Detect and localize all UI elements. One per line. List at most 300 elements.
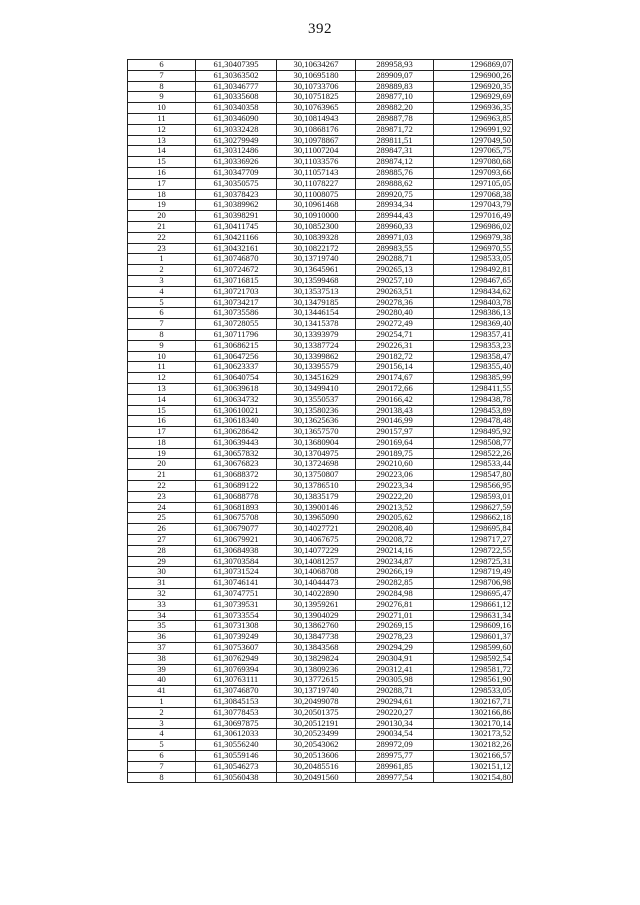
- table-row: [128, 167, 513, 178]
- point-number-cell: 22: [128, 481, 196, 492]
- point-number-cell: 40: [128, 675, 196, 686]
- longitude-cell: 30,13537513: [277, 286, 356, 297]
- table-row: [128, 329, 513, 340]
- y-coordinate-cell: 1298386,13: [434, 308, 513, 319]
- x-coordinate-cell: 289889,83: [356, 81, 434, 92]
- y-coordinate-cell: 1302167,71: [434, 697, 513, 708]
- longitude-cell: 30,11033576: [277, 157, 356, 168]
- latitude-cell: 61,30639618: [196, 383, 277, 394]
- y-coordinate-cell: 1297068,38: [434, 189, 513, 200]
- x-coordinate-cell: 290189,75: [356, 448, 434, 459]
- table-row: [128, 243, 513, 254]
- longitude-cell: 30,10634267: [277, 60, 356, 71]
- table-row: [128, 567, 513, 578]
- y-coordinate-cell: 1302166,86: [434, 707, 513, 718]
- latitude-cell: 61,30733554: [196, 610, 277, 621]
- x-coordinate-cell: 289934,34: [356, 200, 434, 211]
- point-number-cell: 27: [128, 535, 196, 546]
- latitude-cell: 61,30763111: [196, 675, 277, 686]
- y-coordinate-cell: 1298581,72: [434, 664, 513, 675]
- point-number-cell: 14: [128, 394, 196, 405]
- point-number-cell: 21: [128, 221, 196, 232]
- table-row: [128, 643, 513, 654]
- longitude-cell: 30,13750807: [277, 470, 356, 481]
- y-coordinate-cell: 1297065,75: [434, 146, 513, 157]
- longitude-cell: 30,14027721: [277, 524, 356, 535]
- page-number: 392: [308, 21, 332, 37]
- table-row: [128, 632, 513, 643]
- table-row: [128, 275, 513, 286]
- table-row: [128, 772, 513, 783]
- point-number-cell: 41: [128, 686, 196, 697]
- x-coordinate-cell: 289961,85: [356, 761, 434, 772]
- latitude-cell: 61,30618340: [196, 416, 277, 427]
- y-coordinate-cell: 1298358,47: [434, 351, 513, 362]
- table-row: [128, 545, 513, 556]
- longitude-cell: 30,10733706: [277, 81, 356, 92]
- y-coordinate-cell: 1298478,48: [434, 416, 513, 427]
- table-row: [128, 535, 513, 546]
- x-coordinate-cell: 290234,87: [356, 556, 434, 567]
- longitude-cell: 30,10910000: [277, 211, 356, 222]
- y-coordinate-cell: 1298353,23: [434, 340, 513, 351]
- point-number-cell: 36: [128, 632, 196, 643]
- latitude-cell: 61,30546273: [196, 761, 277, 772]
- x-coordinate-cell: 289920,75: [356, 189, 434, 200]
- longitude-cell: 30,13479185: [277, 297, 356, 308]
- y-coordinate-cell: 1302182,26: [434, 740, 513, 751]
- latitude-cell: 61,30739249: [196, 632, 277, 643]
- x-coordinate-cell: 290157,97: [356, 427, 434, 438]
- table-row: [128, 697, 513, 708]
- y-coordinate-cell: 1296920,35: [434, 81, 513, 92]
- longitude-cell: 30,13786510: [277, 481, 356, 492]
- latitude-cell: 61,30559146: [196, 751, 277, 762]
- point-number-cell: 23: [128, 243, 196, 254]
- point-number-cell: 9: [128, 340, 196, 351]
- longitude-cell: 30,10763965: [277, 103, 356, 114]
- table-row: [128, 513, 513, 524]
- y-coordinate-cell: 1296979,38: [434, 232, 513, 243]
- x-coordinate-cell: 290305,98: [356, 675, 434, 686]
- latitude-cell: 61,30724672: [196, 265, 277, 276]
- latitude-cell: 61,30628642: [196, 427, 277, 438]
- point-number-cell: 3: [128, 275, 196, 286]
- latitude-cell: 61,30560438: [196, 772, 277, 783]
- point-number-cell: 31: [128, 578, 196, 589]
- latitude-cell: 61,30688372: [196, 470, 277, 481]
- y-coordinate-cell: 1296963,85: [434, 113, 513, 124]
- longitude-cell: 30,10814943: [277, 113, 356, 124]
- point-number-cell: 17: [128, 178, 196, 189]
- coordinates-table: [127, 59, 513, 783]
- x-coordinate-cell: 290294,61: [356, 697, 434, 708]
- table-row: [128, 81, 513, 92]
- x-coordinate-cell: 289960,33: [356, 221, 434, 232]
- table-row: [128, 113, 513, 124]
- point-number-cell: 30: [128, 567, 196, 578]
- point-number-cell: 4: [128, 729, 196, 740]
- latitude-cell: 61,30610021: [196, 405, 277, 416]
- point-number-cell: 6: [128, 60, 196, 71]
- table-row: [128, 578, 513, 589]
- x-coordinate-cell: 290223,06: [356, 470, 434, 481]
- table-row: [128, 265, 513, 276]
- point-number-cell: 13: [128, 135, 196, 146]
- x-coordinate-cell: 290265,13: [356, 265, 434, 276]
- latitude-cell: 61,30746141: [196, 578, 277, 589]
- x-coordinate-cell: 290288,71: [356, 254, 434, 265]
- table-row: [128, 427, 513, 438]
- y-coordinate-cell: 1298547,80: [434, 470, 513, 481]
- table-row: [128, 707, 513, 718]
- longitude-cell: 30,13680904: [277, 437, 356, 448]
- y-coordinate-cell: 1298508,77: [434, 437, 513, 448]
- longitude-cell: 30,13835179: [277, 491, 356, 502]
- y-coordinate-cell: 1298627,59: [434, 502, 513, 513]
- x-coordinate-cell: 290208,72: [356, 535, 434, 546]
- table-row: [128, 103, 513, 114]
- latitude-cell: 61,30675708: [196, 513, 277, 524]
- latitude-cell: 61,30747751: [196, 589, 277, 600]
- latitude-cell: 61,30845153: [196, 697, 277, 708]
- longitude-cell: 30,13599468: [277, 275, 356, 286]
- table-row: [128, 146, 513, 157]
- point-number-cell: 38: [128, 653, 196, 664]
- latitude-cell: 61,30389962: [196, 200, 277, 211]
- table-row: [128, 373, 513, 384]
- latitude-cell: 61,30688778: [196, 491, 277, 502]
- y-coordinate-cell: 1298495,92: [434, 427, 513, 438]
- point-number-cell: 26: [128, 524, 196, 535]
- latitude-cell: 61,30363502: [196, 70, 277, 81]
- latitude-cell: 61,30634732: [196, 394, 277, 405]
- table-row: [128, 211, 513, 222]
- longitude-cell: 30,13862760: [277, 621, 356, 632]
- longitude-cell: 30,13415378: [277, 319, 356, 330]
- table-row: [128, 200, 513, 211]
- y-coordinate-cell: 1302170,14: [434, 718, 513, 729]
- y-coordinate-cell: 1296869,07: [434, 60, 513, 71]
- table-row: [128, 610, 513, 621]
- point-number-cell: 3: [128, 718, 196, 729]
- x-coordinate-cell: 290263,51: [356, 286, 434, 297]
- y-coordinate-cell: 1298385,99: [434, 373, 513, 384]
- longitude-cell: 30,13724698: [277, 459, 356, 470]
- x-coordinate-cell: 289909,07: [356, 70, 434, 81]
- table-row: [128, 653, 513, 664]
- latitude-cell: 61,30769394: [196, 664, 277, 675]
- latitude-cell: 61,30711796: [196, 329, 277, 340]
- latitude-cell: 61,30639443: [196, 437, 277, 448]
- latitude-cell: 61,30346777: [196, 81, 277, 92]
- longitude-cell: 30,13847738: [277, 632, 356, 643]
- y-coordinate-cell: 1298609,16: [434, 621, 513, 632]
- y-coordinate-cell: 1302166,57: [434, 751, 513, 762]
- longitude-cell: 30,13550537: [277, 394, 356, 405]
- point-number-cell: 5: [128, 740, 196, 751]
- longitude-cell: 30,10751825: [277, 92, 356, 103]
- latitude-cell: 61,30753607: [196, 643, 277, 654]
- x-coordinate-cell: 290210,60: [356, 459, 434, 470]
- point-number-cell: 11: [128, 113, 196, 124]
- x-coordinate-cell: 290146,99: [356, 416, 434, 427]
- table-row: [128, 491, 513, 502]
- y-coordinate-cell: 1298695,47: [434, 589, 513, 600]
- table-row: [128, 308, 513, 319]
- x-coordinate-cell: 289877,10: [356, 92, 434, 103]
- latitude-cell: 61,30647256: [196, 351, 277, 362]
- longitude-cell: 30,14077229: [277, 545, 356, 556]
- point-number-cell: 19: [128, 448, 196, 459]
- y-coordinate-cell: 1298357,41: [434, 329, 513, 340]
- longitude-cell: 30,20491560: [277, 772, 356, 783]
- y-coordinate-cell: 1302154,80: [434, 772, 513, 783]
- point-number-cell: 7: [128, 319, 196, 330]
- latitude-cell: 61,30735586: [196, 308, 277, 319]
- table-row: [128, 448, 513, 459]
- table-row: [128, 416, 513, 427]
- table-row: [128, 394, 513, 405]
- table-row: [128, 340, 513, 351]
- longitude-cell: 30,13965090: [277, 513, 356, 524]
- y-coordinate-cell: 1298725,31: [434, 556, 513, 567]
- table-row: [128, 92, 513, 103]
- x-coordinate-cell: 289958,93: [356, 60, 434, 71]
- table-row: [128, 751, 513, 762]
- table-row: [128, 232, 513, 243]
- point-number-cell: 24: [128, 502, 196, 513]
- y-coordinate-cell: 1298403,78: [434, 297, 513, 308]
- table-row: [128, 189, 513, 200]
- y-coordinate-cell: 1298717,27: [434, 535, 513, 546]
- y-coordinate-cell: 1298438,78: [434, 394, 513, 405]
- table-row: [128, 621, 513, 632]
- latitude-cell: 61,30731308: [196, 621, 277, 632]
- y-coordinate-cell: 1298492,81: [434, 265, 513, 276]
- latitude-cell: 61,30728055: [196, 319, 277, 330]
- longitude-cell: 30,11078227: [277, 178, 356, 189]
- longitude-cell: 30,13704975: [277, 448, 356, 459]
- point-number-cell: 20: [128, 459, 196, 470]
- latitude-cell: 61,30432161: [196, 243, 277, 254]
- y-coordinate-cell: 1298631,34: [434, 610, 513, 621]
- longitude-cell: 30,13719740: [277, 254, 356, 265]
- table-row: [128, 254, 513, 265]
- longitude-cell: 30,20485516: [277, 761, 356, 772]
- table-row: [128, 761, 513, 772]
- longitude-cell: 30,20523499: [277, 729, 356, 740]
- longitude-cell: 30,13580236: [277, 405, 356, 416]
- y-coordinate-cell: 1297043,79: [434, 200, 513, 211]
- latitude-cell: 61,30378423: [196, 189, 277, 200]
- x-coordinate-cell: 289885,76: [356, 167, 434, 178]
- latitude-cell: 61,30778453: [196, 707, 277, 718]
- x-coordinate-cell: 290034,54: [356, 729, 434, 740]
- x-coordinate-cell: 290312,41: [356, 664, 434, 675]
- point-number-cell: 7: [128, 761, 196, 772]
- x-coordinate-cell: 290182,72: [356, 351, 434, 362]
- latitude-cell: 61,30398291: [196, 211, 277, 222]
- point-number-cell: 32: [128, 589, 196, 600]
- point-number-cell: 15: [128, 405, 196, 416]
- x-coordinate-cell: 290284,98: [356, 589, 434, 600]
- x-coordinate-cell: 290172,66: [356, 383, 434, 394]
- x-coordinate-cell: 290205,62: [356, 513, 434, 524]
- longitude-cell: 30,20501375: [277, 707, 356, 718]
- point-number-cell: 10: [128, 103, 196, 114]
- y-coordinate-cell: 1297016,49: [434, 211, 513, 222]
- y-coordinate-cell: 1298722,55: [434, 545, 513, 556]
- longitude-cell: 30,13446154: [277, 308, 356, 319]
- point-number-cell: 2: [128, 707, 196, 718]
- x-coordinate-cell: 290169,64: [356, 437, 434, 448]
- table-row: [128, 599, 513, 610]
- y-coordinate-cell: 1296929,69: [434, 92, 513, 103]
- table-row: [128, 70, 513, 81]
- longitude-cell: 30,10822172: [277, 243, 356, 254]
- latitude-cell: 61,30556240: [196, 740, 277, 751]
- latitude-cell: 61,30721703: [196, 286, 277, 297]
- x-coordinate-cell: 289887,78: [356, 113, 434, 124]
- point-number-cell: 18: [128, 437, 196, 448]
- x-coordinate-cell: 290294,29: [356, 643, 434, 654]
- x-coordinate-cell: 289874,12: [356, 157, 434, 168]
- point-number-cell: 23: [128, 491, 196, 502]
- latitude-cell: 61,30612033: [196, 729, 277, 740]
- table-row: [128, 405, 513, 416]
- point-number-cell: 12: [128, 373, 196, 384]
- y-coordinate-cell: 1298592,54: [434, 653, 513, 664]
- longitude-cell: 30,20499078: [277, 697, 356, 708]
- table-row: [128, 686, 513, 697]
- longitude-cell: 30,10978867: [277, 135, 356, 146]
- longitude-cell: 30,13393979: [277, 329, 356, 340]
- latitude-cell: 61,30350575: [196, 178, 277, 189]
- point-number-cell: 9: [128, 92, 196, 103]
- x-coordinate-cell: 289944,43: [356, 211, 434, 222]
- x-coordinate-cell: 290257,10: [356, 275, 434, 286]
- point-number-cell: 6: [128, 308, 196, 319]
- longitude-cell: 30,11008075: [277, 189, 356, 200]
- latitude-cell: 61,30335608: [196, 92, 277, 103]
- x-coordinate-cell: 290138,43: [356, 405, 434, 416]
- table-row: [128, 383, 513, 394]
- latitude-cell: 61,30346090: [196, 113, 277, 124]
- x-coordinate-cell: 290166,42: [356, 394, 434, 405]
- latitude-cell: 61,30697875: [196, 718, 277, 729]
- table-row: [128, 675, 513, 686]
- y-coordinate-cell: 1298593,01: [434, 491, 513, 502]
- table-row: [128, 729, 513, 740]
- coordinates-table-body: [128, 60, 513, 783]
- longitude-cell: 30,13904029: [277, 610, 356, 621]
- x-coordinate-cell: 289888,62: [356, 178, 434, 189]
- point-number-cell: 10: [128, 351, 196, 362]
- x-coordinate-cell: 290272,49: [356, 319, 434, 330]
- point-number-cell: 12: [128, 124, 196, 135]
- y-coordinate-cell: 1297093,66: [434, 167, 513, 178]
- longitude-cell: 30,11057143: [277, 167, 356, 178]
- x-coordinate-cell: 290282,85: [356, 578, 434, 589]
- point-number-cell: 35: [128, 621, 196, 632]
- point-number-cell: 33: [128, 599, 196, 610]
- x-coordinate-cell: 290174,67: [356, 373, 434, 384]
- y-coordinate-cell: 1298719,49: [434, 567, 513, 578]
- table-row: [128, 740, 513, 751]
- latitude-cell: 61,30686215: [196, 340, 277, 351]
- x-coordinate-cell: 289977,54: [356, 772, 434, 783]
- x-coordinate-cell: 290214,16: [356, 545, 434, 556]
- table-row: [128, 437, 513, 448]
- point-number-cell: 22: [128, 232, 196, 243]
- longitude-cell: 30,13959261: [277, 599, 356, 610]
- y-coordinate-cell: 1298695,84: [434, 524, 513, 535]
- point-number-cell: 28: [128, 545, 196, 556]
- x-coordinate-cell: 289971,03: [356, 232, 434, 243]
- longitude-cell: 30,13387724: [277, 340, 356, 351]
- point-number-cell: 37: [128, 643, 196, 654]
- x-coordinate-cell: 290156,14: [356, 362, 434, 373]
- longitude-cell: 30,10839328: [277, 232, 356, 243]
- longitude-cell: 30,14081257: [277, 556, 356, 567]
- longitude-cell: 30,14068708: [277, 567, 356, 578]
- table-row: [128, 502, 513, 513]
- table-row: [128, 362, 513, 373]
- longitude-cell: 30,20512191: [277, 718, 356, 729]
- y-coordinate-cell: 1296936,35: [434, 103, 513, 114]
- latitude-cell: 61,30407395: [196, 60, 277, 71]
- point-number-cell: 8: [128, 772, 196, 783]
- x-coordinate-cell: 290220,27: [356, 707, 434, 718]
- point-number-cell: 15: [128, 157, 196, 168]
- latitude-cell: 61,30734217: [196, 297, 277, 308]
- y-coordinate-cell: 1302151,12: [434, 761, 513, 772]
- latitude-cell: 61,30681893: [196, 502, 277, 513]
- y-coordinate-cell: 1298467,65: [434, 275, 513, 286]
- longitude-cell: 30,13657570: [277, 427, 356, 438]
- table-row: [128, 664, 513, 675]
- point-number-cell: 1: [128, 254, 196, 265]
- longitude-cell: 30,13900146: [277, 502, 356, 513]
- point-number-cell: 14: [128, 146, 196, 157]
- y-coordinate-cell: 1298561,90: [434, 675, 513, 686]
- point-number-cell: 16: [128, 416, 196, 427]
- y-coordinate-cell: 1298533,05: [434, 686, 513, 697]
- y-coordinate-cell: 1298662,18: [434, 513, 513, 524]
- latitude-cell: 61,30746870: [196, 254, 277, 265]
- table-row: [128, 178, 513, 189]
- x-coordinate-cell: 290278,36: [356, 297, 434, 308]
- latitude-cell: 61,30332428: [196, 124, 277, 135]
- point-number-cell: 39: [128, 664, 196, 675]
- point-number-cell: 5: [128, 297, 196, 308]
- y-coordinate-cell: 1298661,12: [434, 599, 513, 610]
- x-coordinate-cell: 290280,40: [356, 308, 434, 319]
- x-coordinate-cell: 289882,20: [356, 103, 434, 114]
- point-number-cell: 4: [128, 286, 196, 297]
- longitude-cell: 30,13625636: [277, 416, 356, 427]
- y-coordinate-cell: 1298599,60: [434, 643, 513, 654]
- longitude-cell: 30,13645961: [277, 265, 356, 276]
- point-number-cell: 25: [128, 513, 196, 524]
- x-coordinate-cell: 289811,51: [356, 135, 434, 146]
- x-coordinate-cell: 290223,34: [356, 481, 434, 492]
- longitude-cell: 30,13772615: [277, 675, 356, 686]
- y-coordinate-cell: 1298369,40: [434, 319, 513, 330]
- point-number-cell: 17: [128, 427, 196, 438]
- y-coordinate-cell: 1297080,68: [434, 157, 513, 168]
